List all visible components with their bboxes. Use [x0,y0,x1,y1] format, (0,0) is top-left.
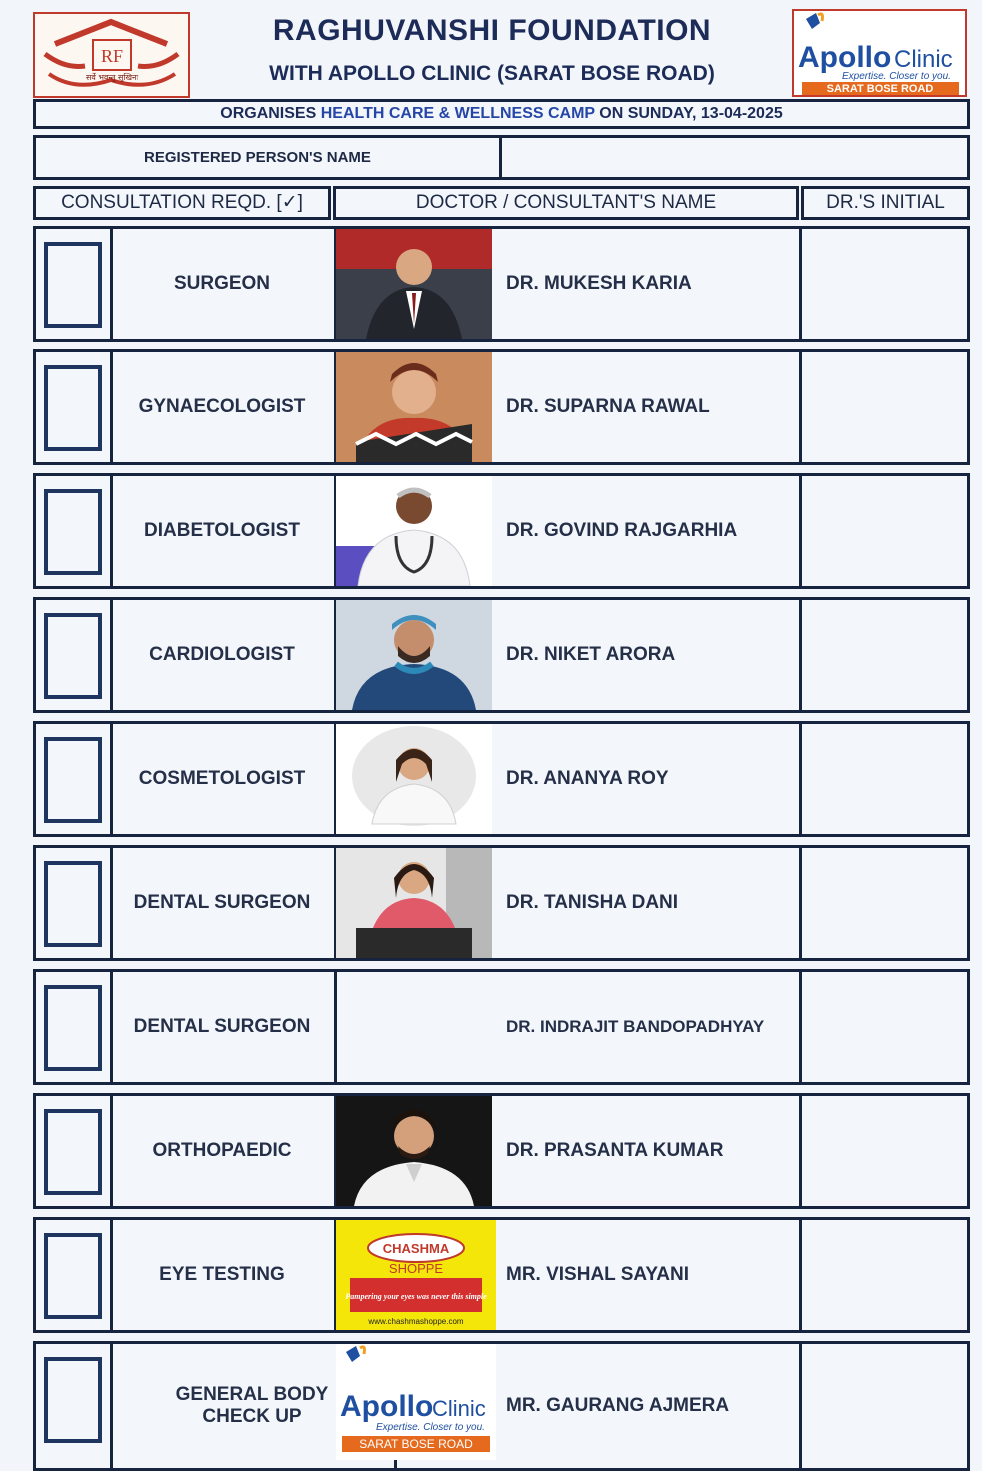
initial-cell[interactable] [805,229,967,339]
col-header-consultation: CONSULTATION REQD. [✓] [33,186,331,220]
specialty-label: DENTAL SURGEON [110,972,337,1082]
doctor-photo [336,1096,492,1206]
consultation-checkbox[interactable] [44,737,102,823]
initial-cell[interactable] [805,1096,967,1206]
doctor-name: MR. VISHAL SAYANI [506,1220,802,1330]
initial-cell[interactable] [805,848,967,958]
apollo-word: Apollo [798,41,892,74]
registered-name-label: REGISTERED PERSON'S NAME [36,138,502,177]
consultation-checkbox[interactable] [44,1233,102,1319]
table-row [33,597,970,713]
initial-cell[interactable] [805,352,967,462]
consultation-checkbox[interactable] [44,1109,102,1195]
logo-initials: RF [100,46,124,66]
table-row [33,226,970,342]
consultation-checkbox[interactable] [44,1357,102,1443]
doctor-name: DR. SUPARNA RAWAL [506,352,802,462]
doctor-name: DR. TANISHA DANI [506,848,802,958]
apollo-tagline: Expertise. Closer to you. [842,71,951,82]
doctor-name: DR. GOVIND RAJGARHIA [506,476,802,586]
initial-cell[interactable] [805,972,967,1082]
consultation-checkbox[interactable] [44,861,102,947]
chashma-url: www.chashmashoppe.com [368,1317,464,1326]
table-row [33,349,970,465]
doctor-photo [336,476,492,586]
apollo-tagline-small: Expertise. Closer to you. [376,1422,485,1433]
doctor-name: DR. INDRAJIT BANDOPADHYAY [336,972,802,1082]
table-row [33,1217,970,1333]
doctor-photo [336,848,492,958]
initial-cell[interactable] [805,1220,967,1330]
doctor-photo [336,229,492,339]
apollo-clinic-logo [792,9,967,97]
specialty-label: EYE TESTING [110,1220,337,1330]
registration-row [33,135,970,180]
chashma-name: CHASHMA [382,1241,450,1256]
banner-suffix: ON SUNDAY, 13-04-2025 [594,105,783,122]
page-subtitle: WITH APOLLO CLINIC (SARAT BOSE ROAD) [269,62,715,85]
initial-cell[interactable] [805,1344,967,1468]
banner-prefix: ORGANISES [220,105,321,122]
camp-banner [33,99,970,129]
raghuvanshi-logo [33,12,190,98]
chashma-shoppe-logo [336,1220,496,1330]
col-header-initial: DR.'S INITIAL [801,186,970,220]
table-row [33,969,970,1085]
initial-cell[interactable] [805,600,967,710]
consultation-checkbox[interactable] [44,613,102,699]
apollo-location-small: SARAT BOSE ROAD [359,1437,473,1451]
table-row [33,473,970,589]
chashma-slogan: Pampering your eyes was never this simple [345,1292,487,1301]
logo-tagline: सर्वे भवन्तु सुखिनः [85,73,139,82]
doctor-name: DR. NIKET ARORA [506,600,802,710]
doctor-photo [336,724,492,834]
consultation-checkbox[interactable] [44,985,102,1071]
table-row [33,1341,970,1471]
page-title: RAGHUVANSHI FOUNDATION [272,14,712,47]
doctor-name: DR. MUKESH KARIA [506,229,802,339]
consultation-checkbox[interactable] [44,242,102,328]
doctor-photo [336,352,492,462]
doctor-photo [336,600,492,710]
specialty-label: DIABETOLOGIST [110,476,337,586]
clinic-word-small: Clinic [432,1396,486,1421]
specialty-label: GYNAECOLOGIST [110,352,337,462]
specialty-label: COSMETOLOGIST [110,724,337,834]
table-row [33,1093,970,1209]
doctor-name: MR. GAURANG AJMERA [506,1344,802,1468]
shoppe-name: SHOPPE [388,1261,444,1276]
specialty-label: SURGEON [110,229,337,339]
table-row [33,721,970,837]
consultation-checkbox[interactable] [44,489,102,575]
apollo-location: SARAT BOSE ROAD [826,83,934,95]
table-row [33,845,970,961]
specialty-label: DENTAL SURGEON [110,848,337,958]
banner-highlight: HEALTH CARE & WELLNESS CAMP [320,105,595,122]
specialty-label: GENERAL BODY CHECK UP [110,1344,397,1468]
col-header-doctor: DOCTOR / CONSULTANT'S NAME [333,186,799,220]
clinic-word: Clinic [894,46,953,73]
specialty-label: ORTHOPAEDIC [110,1096,337,1206]
doctor-name: DR. PRASANTA KUMAR [506,1096,802,1206]
consultation-checkbox[interactable] [44,365,102,451]
apollo-word-small: Apollo [340,1390,434,1423]
registered-name-field[interactable] [502,138,967,177]
doctor-name: DR. ANANYA ROY [506,724,802,834]
initial-cell[interactable] [805,724,967,834]
specialty-label: CARDIOLOGIST [110,600,337,710]
apollo-clinic-logo-small [336,1344,496,1460]
initial-cell[interactable] [805,476,967,586]
